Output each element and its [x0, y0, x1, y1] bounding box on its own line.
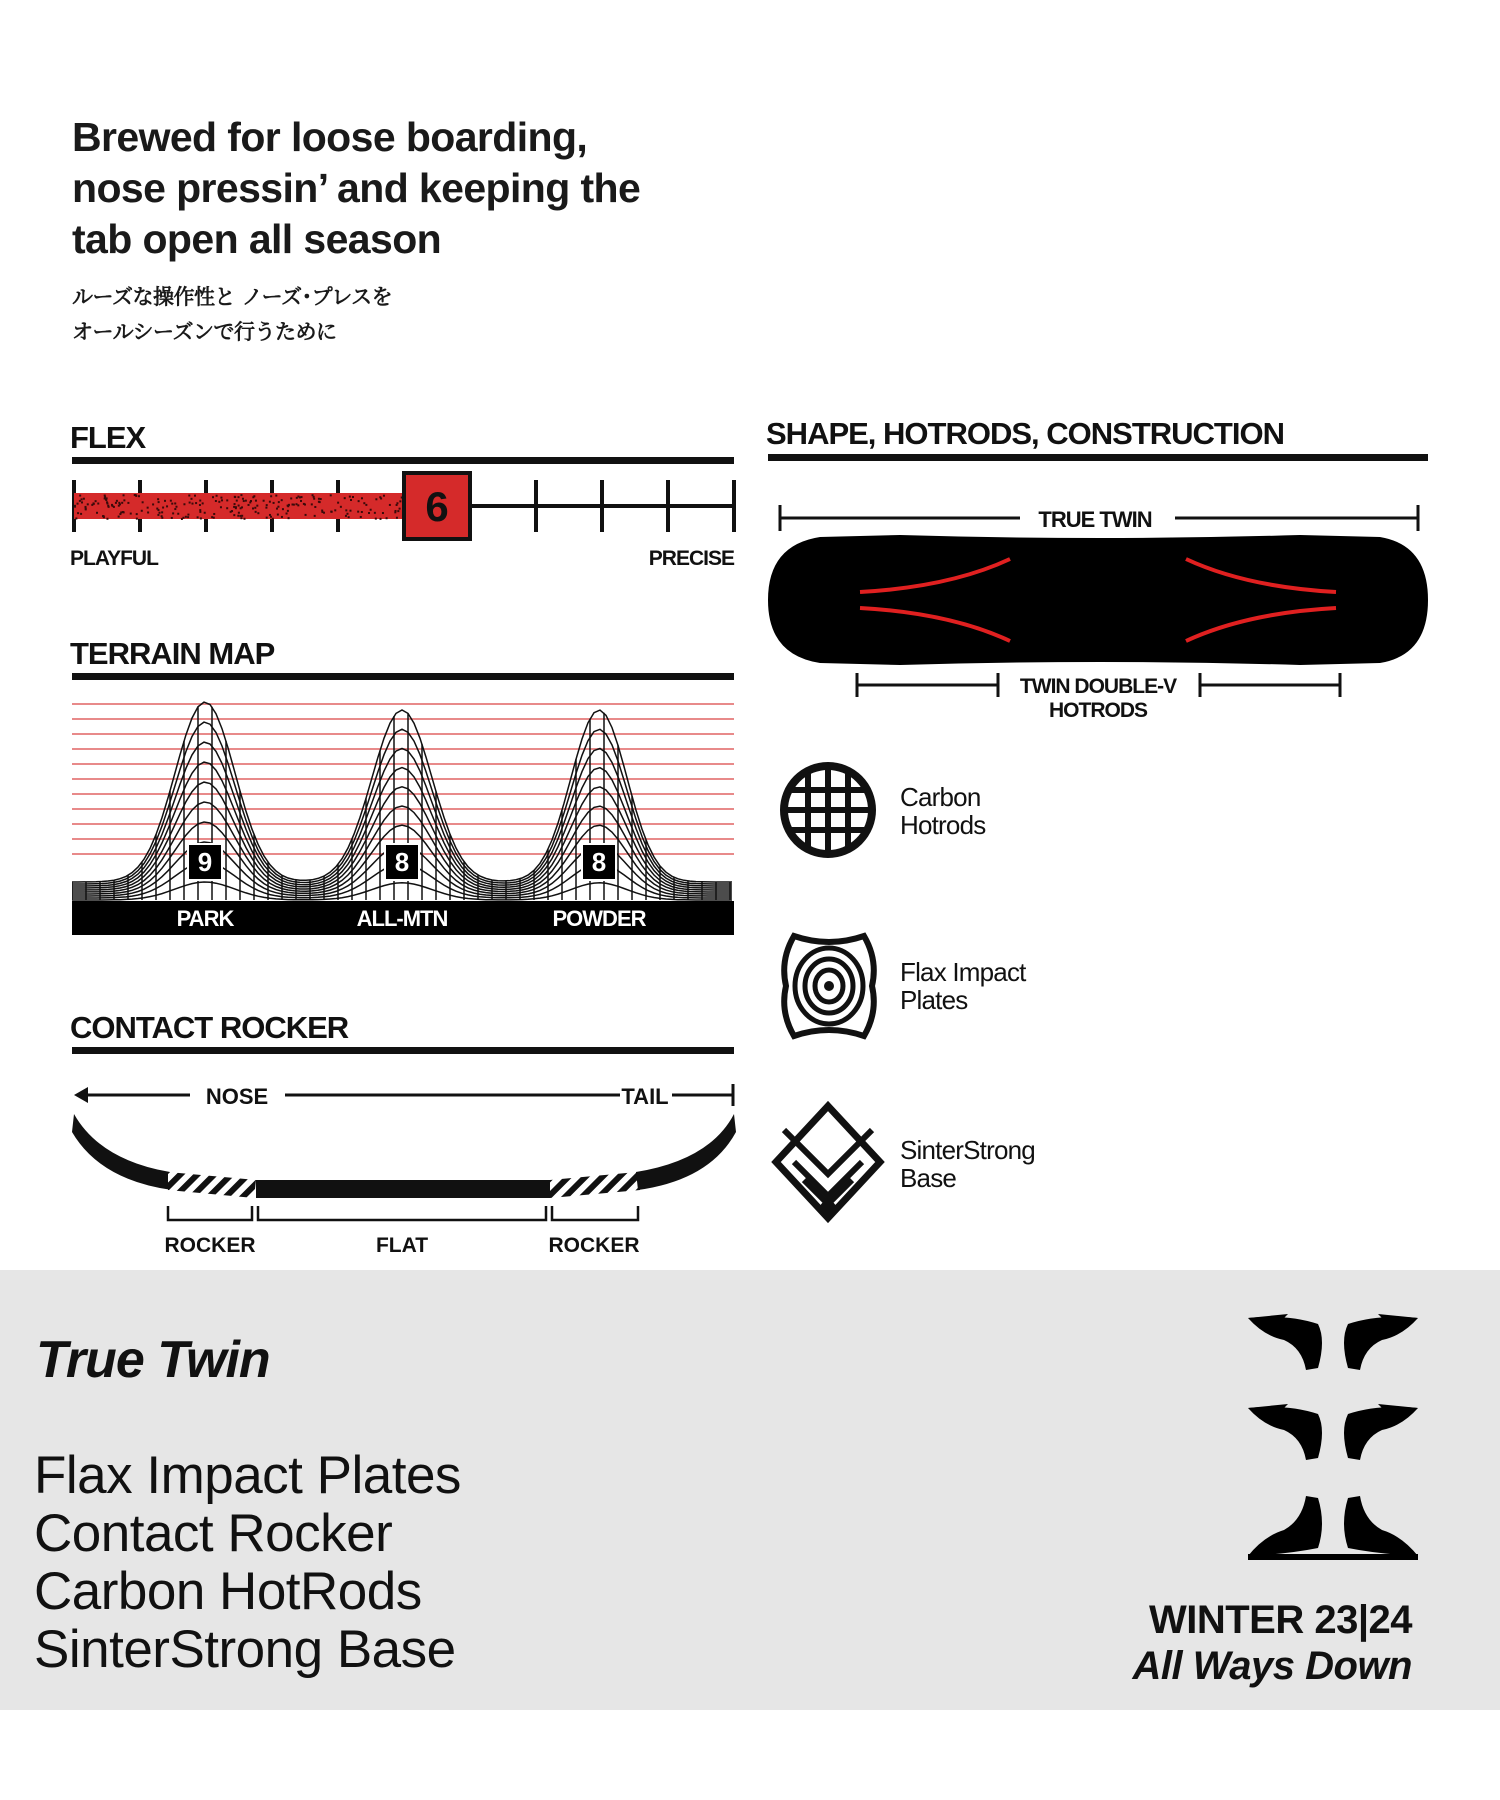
- terrain-title: TERRAIN MAP: [70, 636, 275, 671]
- season-label: WINTER 23|24: [1148, 1598, 1412, 1642]
- tail-kick: [636, 1114, 736, 1190]
- terrain-rule: [72, 673, 734, 680]
- logo-wing: [1344, 1317, 1418, 1370]
- headline: [72, 112, 752, 265]
- terrain-score-value: 8: [591, 847, 607, 877]
- logo-wing: [1248, 1317, 1322, 1370]
- nose-kick: [72, 1114, 172, 1190]
- carbon-grid-icon: [778, 760, 878, 860]
- feature-item: SinterStrong Base: [34, 1620, 456, 1679]
- terrain-label: PARK: [176, 906, 234, 931]
- japanese-line: ルーズな操作性と ノーズ･プレスを: [72, 285, 393, 309]
- sinter-base-icon: [768, 1100, 888, 1226]
- shape-rule: [768, 454, 1428, 461]
- logo-wing: [1248, 1496, 1322, 1556]
- tail-rocker-zone: [550, 1172, 640, 1198]
- shape-label: TRUE TWIN: [1038, 507, 1152, 532]
- feature-item: Contact Rocker: [34, 1504, 393, 1563]
- terrain-score: [582, 844, 616, 880]
- flex-left-label: PLAYFUL: [70, 547, 158, 570]
- terrain-score-value: 9: [197, 847, 213, 877]
- flat-zone-label: FLAT: [375, 1234, 429, 1257]
- footer-title: True Twin: [36, 1331, 270, 1389]
- flat-zone: [256, 1180, 550, 1198]
- terrain-label: ALL-MTN: [356, 906, 448, 931]
- rocker-rule: [72, 1047, 734, 1054]
- terrain-score: [188, 844, 222, 880]
- rocker-title: CONTACT ROCKER: [70, 1010, 349, 1045]
- tech-label: Flax Impact Plates: [900, 957, 1026, 1015]
- nose-label: NOSE: [205, 1084, 269, 1109]
- feature-item: Carbon HotRods: [34, 1562, 422, 1621]
- flex-rating-value: 6: [425, 483, 449, 530]
- flex-rule: [72, 457, 734, 464]
- shape-title: SHAPE, HOTRODS, CONSTRUCTION: [766, 416, 1284, 451]
- logo-wing: [1344, 1496, 1418, 1556]
- tech-label: SinterStrong Base: [900, 1135, 1035, 1193]
- rocker-zone-label: ROCKER: [548, 1234, 640, 1257]
- snowboard: [768, 535, 1428, 665]
- japanese-line: オールシーズンで行うために: [72, 320, 337, 344]
- headline-line: nose pressin’ and keeping the: [72, 165, 641, 211]
- flax-plates-icon: [774, 930, 884, 1042]
- hotrods-label: HOTRODS: [1049, 699, 1147, 722]
- tail-label: TAIL: [621, 1084, 669, 1109]
- logo-wing: [1344, 1407, 1418, 1460]
- headline-line: tab open all season: [72, 216, 442, 262]
- brand-logo-icon: [1248, 1310, 1418, 1590]
- nose-rocker-zone: [168, 1172, 256, 1198]
- terrain-map: [72, 690, 734, 935]
- rocker-zone-label: ROCKER: [164, 1234, 256, 1257]
- flex-fill: [74, 493, 437, 519]
- flex-title: FLEX: [70, 420, 146, 455]
- logo-wing: [1248, 1407, 1322, 1460]
- terrain-score-value: 8: [394, 847, 410, 877]
- board-diagram: [760, 475, 1440, 735]
- terrain-label: POWDER: [552, 906, 646, 931]
- hotrods-label: TWIN DOUBLE-V: [1019, 675, 1177, 698]
- feature-item: Flax Impact Plates: [34, 1446, 461, 1505]
- terrain-score: [385, 844, 419, 880]
- headline-line: Brewed for loose boarding,: [72, 114, 588, 160]
- flex-right-label: PRECISE: [648, 547, 734, 570]
- rocker-profile: [60, 1070, 750, 1260]
- nose-arrow-icon: [74, 1087, 88, 1103]
- tagline: All Ways Down: [1132, 1644, 1412, 1688]
- tech-label: Carbon Hotrods: [900, 782, 986, 840]
